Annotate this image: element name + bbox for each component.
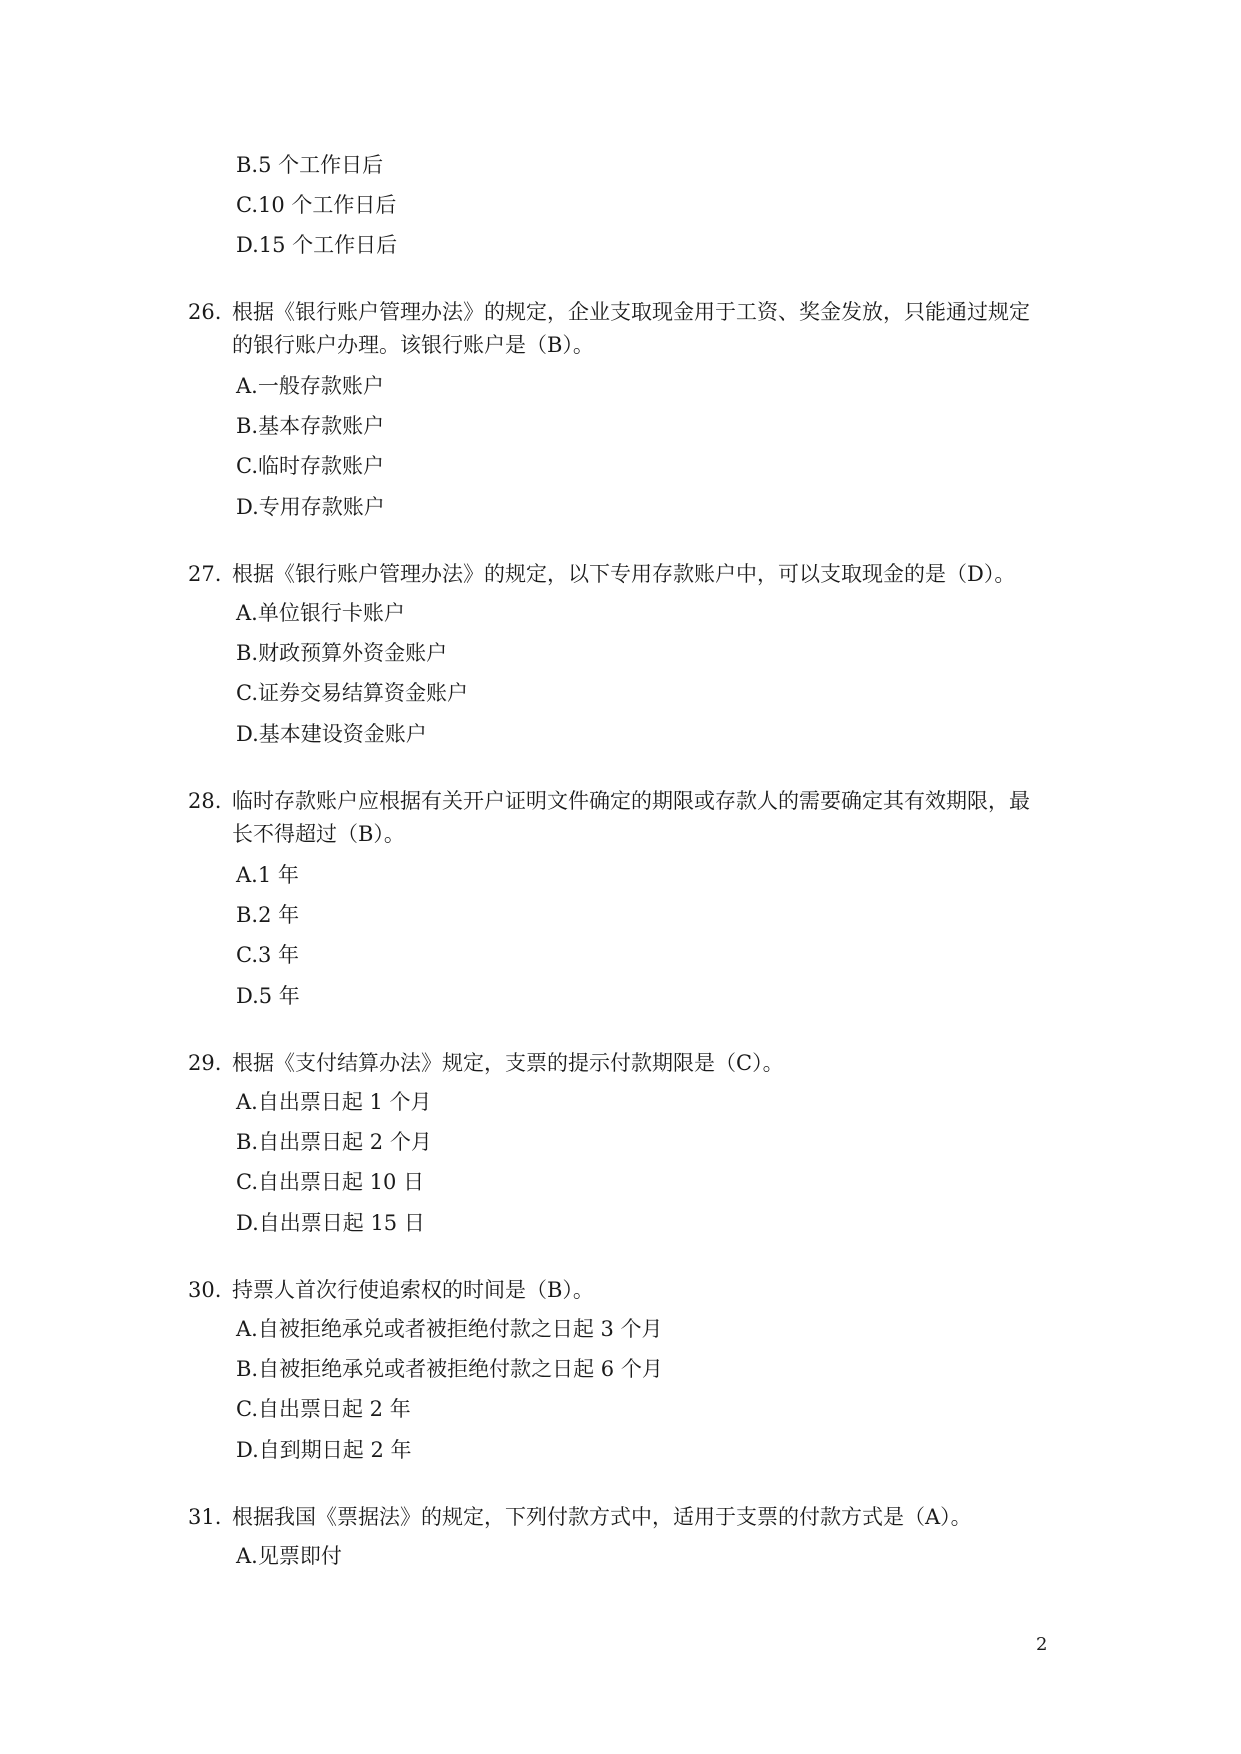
option: C.3 年 bbox=[236, 943, 300, 967]
question-text: 根据《银行账户管理办法》的规定，以下专用存款账户中，可以支取现金的是（D）。 bbox=[232, 562, 1016, 586]
question-number: 28. bbox=[188, 789, 222, 813]
option: A.一般存款账户 bbox=[236, 374, 384, 398]
question-number: 29. bbox=[188, 1051, 222, 1075]
prev-option-b: B.5 个工作日后 bbox=[236, 153, 384, 177]
option: B.财政预算外资金账户 bbox=[236, 641, 448, 665]
option: D.专用存款账户 bbox=[236, 495, 385, 519]
option: B.基本存款账户 bbox=[236, 414, 385, 438]
question-text: 根据《银行账户管理办法》的规定，企业支取现金用于工资、奖金发放，只能通过规定 bbox=[232, 300, 1030, 324]
question-text: 长不得超过（B）。 bbox=[232, 822, 405, 846]
option: A.单位银行卡账户 bbox=[236, 601, 405, 625]
question-text: 根据我国《票据法》的规定，下列付款方式中，适用于支票的付款方式是（A）。 bbox=[232, 1505, 972, 1529]
question-text: 临时存款账户应根据有关开户证明文件确定的期限或存款人的需要确定其有效期限，最 bbox=[232, 789, 1030, 813]
option: D.基本建设资金账户 bbox=[236, 722, 427, 746]
prev-option-c: C.10 个工作日后 bbox=[236, 193, 397, 217]
option: C.证券交易结算资金账户 bbox=[236, 681, 468, 705]
page-number: 2 bbox=[1036, 1634, 1048, 1655]
option: A.见票即付 bbox=[236, 1544, 342, 1568]
question-number: 31. bbox=[188, 1505, 222, 1529]
option: C.自出票日起 10 日 bbox=[236, 1170, 425, 1194]
prev-option-d: D.15 个工作日后 bbox=[236, 233, 398, 257]
option: A.1 年 bbox=[236, 863, 299, 887]
option: D.自到期日起 2 年 bbox=[236, 1438, 412, 1462]
option: B.自被拒绝承兑或者被拒绝付款之日起 6 个月 bbox=[236, 1357, 663, 1381]
option: B.自出票日起 2 个月 bbox=[236, 1130, 432, 1154]
option: D.自出票日起 15 日 bbox=[236, 1211, 425, 1235]
option: C.临时存款账户 bbox=[236, 454, 384, 478]
option: A.自出票日起 1 个月 bbox=[236, 1090, 432, 1114]
question-number: 26. bbox=[188, 300, 222, 324]
option: D.5 年 bbox=[236, 984, 300, 1008]
option: C.自出票日起 2 年 bbox=[236, 1397, 411, 1421]
option: B.2 年 bbox=[236, 903, 300, 927]
question-number: 27. bbox=[188, 562, 222, 586]
question-number: 30. bbox=[188, 1278, 222, 1302]
question-text: 持票人首次行使追索权的时间是（B）。 bbox=[232, 1278, 594, 1302]
question-text: 根据《支付结算办法》规定，支票的提示付款期限是（C）。 bbox=[232, 1051, 784, 1075]
question-text: 的银行账户办理。该银行账户是（B）。 bbox=[232, 333, 594, 357]
option: A.自被拒绝承兑或者被拒绝付款之日起 3 个月 bbox=[236, 1317, 663, 1341]
